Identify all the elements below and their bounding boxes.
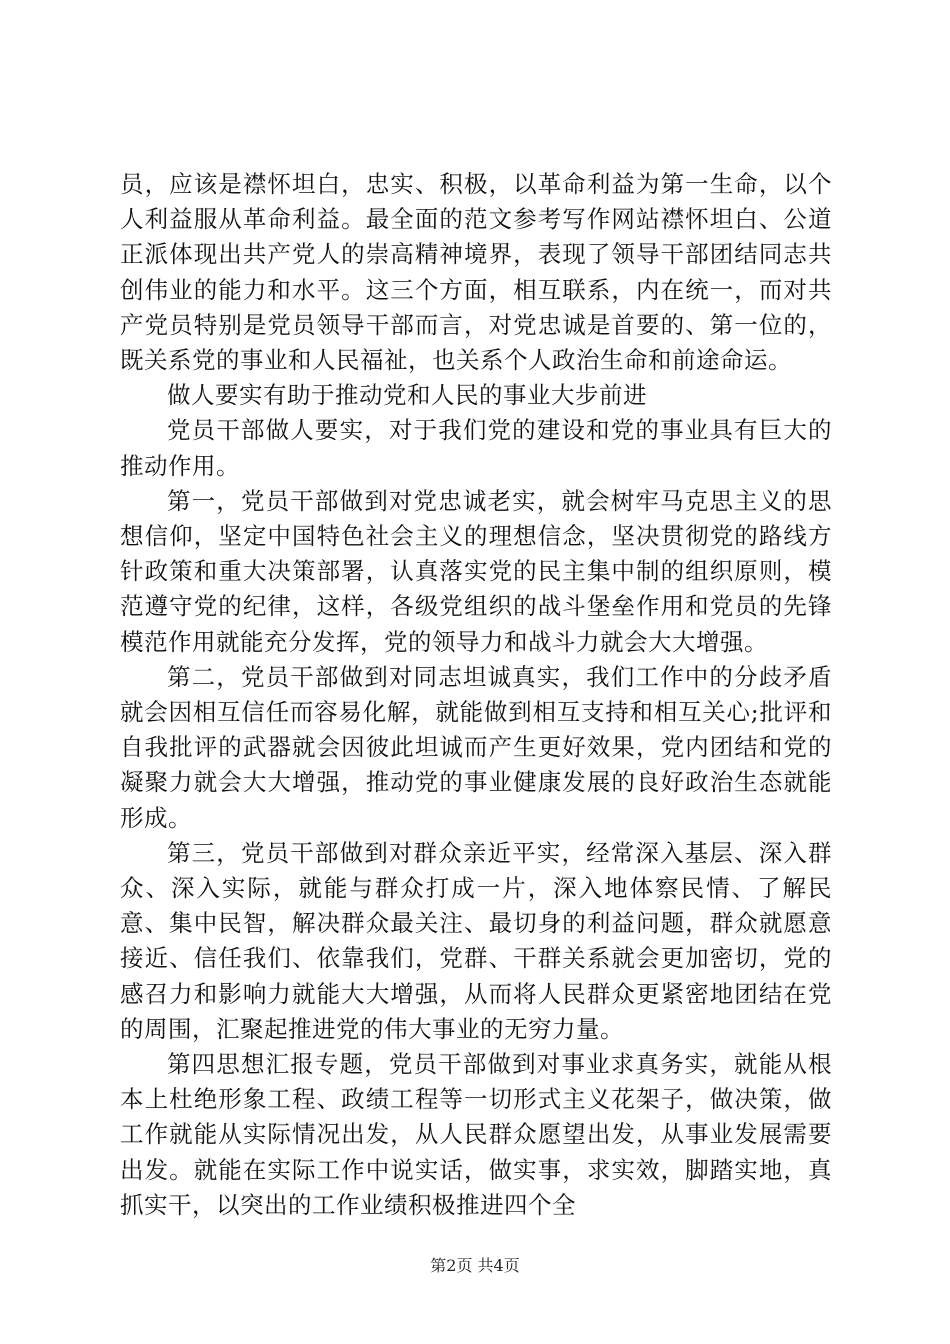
paragraph-5: 第二，党员干部做到对同志坦诚真实，我们工作中的分歧矛盾就会因相互信任而容易化解，就能做到相互支持和相互关心;批评和自我批评的武器就会因彼此坦诚而产生更好效果，党内团结和党的凝聚力就会大大增强，推动党的事业健康发展的良好政治生态就能形成。 <box>120 662 832 832</box>
paragraph-1: 员，应该是襟怀坦白，忠实、积极，以革命利益为第一生命，以个人利益服从革命利益。最全面的范文参考写作网站襟怀坦白、公道正派体现出共产党人的崇高精神境界，表现了领导干部团结同志共创伟业的能力和水平。这三个方面，相互联系，内在统一，而对共产党员特别是党员领导干部而言，对党忠诚是首要的、第一位的，既关系党的事业和人民福祉，也关系个人政治生命和前途命运。 <box>120 170 832 375</box>
paragraph-7: 第四思想汇报专题，党员干部做到对事业求真务实，就能从根本上杜绝形象工程、政绩工程等一切形式主义花架子，做决策，做工作就能从实际情况出发，从人民群众愿望出发，从事业发展需要出发。就能在实际工作中说实话，做实事，求实效，脚踏实地，真抓实干，以突出的工作业绩积极推进四个全 <box>120 1050 832 1219</box>
page-number-footer: 第2页 共4页 <box>430 1256 520 1275</box>
document-body <box>120 167 832 1223</box>
paragraph-2-heading: 做人要实有助于推动党和人民的事业大步前进 <box>167 381 647 410</box>
paragraph-4: 第一，党员干部做到对党忠诚老实，就会树牢马克思主义的思想信仰，坚定中国特色社会主义的理想信念，坚决贯彻党的路线方针政策和重大决策部署，认真落实党的民主集中制的组织原则，模范遵守党的纪律，这样，各级党组织的战斗堡垒作用和党员的先锋模范作用就能充分发挥，党的领导力和战斗力就会大大增强。 <box>120 486 832 656</box>
paragraph-6: 第三，党员干部做到对群众亲近平实，经常深入基层、深入群众、深入实际，就能与群众打成一片，深入地体察民情、了解民意、集中民智，解决群众最关注、最切身的利益问题，群众就愿意接近、信任我们、依靠我们，党群、干群关系就会更加密切，党的感召力和影响力就能大大增强，从而将人民群众更紧密地团结在党的周围，汇聚起推进党的伟大事业的无穷力量。 <box>120 838 832 1043</box>
paragraph-3: 党员干部做人要实，对于我们党的建设和党的事业具有巨大的推动作用。 <box>120 416 832 480</box>
